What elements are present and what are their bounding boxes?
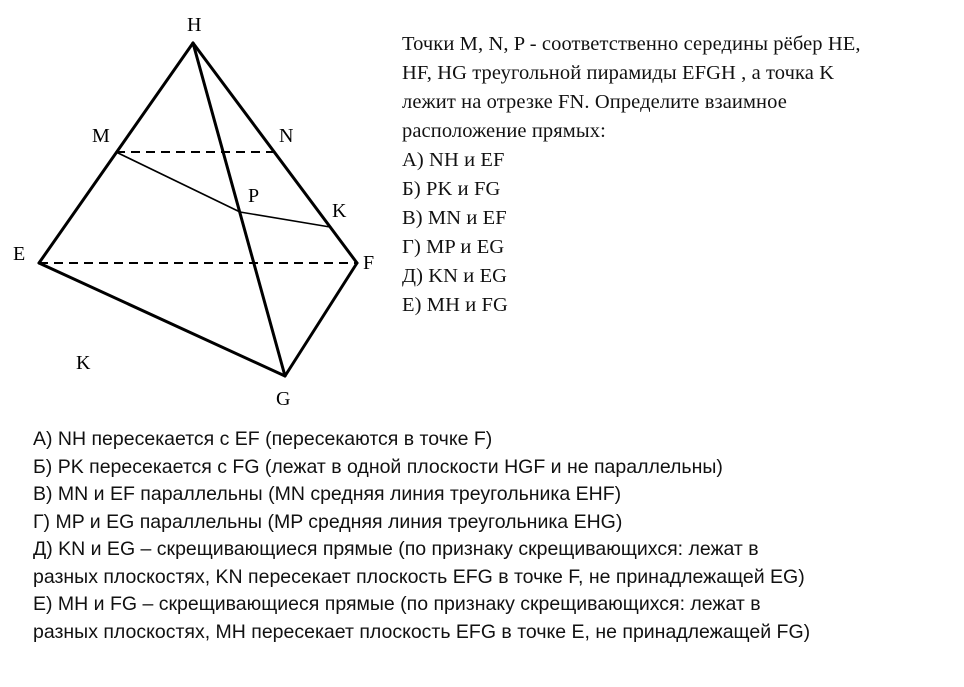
problem-statement: Точки M, N, P - соответственно середины рёбер HE, HF, HG треугольной пирамиды EFGH , а точка K лежит на отрезке FN. Определите взаимное расположение прямых: xyxy=(402,33,861,142)
label-F: F xyxy=(363,252,375,274)
pyramid-diagram xyxy=(0,0,400,420)
answers-list xyxy=(33,426,953,646)
edge-FG xyxy=(285,263,357,376)
segment-MP xyxy=(116,152,240,212)
problem-block xyxy=(402,30,957,320)
problem-options xyxy=(402,146,957,320)
edge-HG xyxy=(193,43,285,376)
answer-item: Г) MP и EG параллельны (MP средняя линия треугольника EHG) xyxy=(33,510,623,533)
option-item: А) NH и EF xyxy=(402,149,505,171)
answers-block xyxy=(33,426,953,646)
label-M: M xyxy=(92,125,110,147)
option-item: В) MN и EF xyxy=(402,207,507,229)
label-E: E xyxy=(13,243,26,265)
label-H: H xyxy=(187,14,202,36)
label-G: G xyxy=(276,388,291,410)
option-item: Г) MP и EG xyxy=(402,236,505,258)
answer-item: А) NH пересекается с EF (пересекаются в точке F) xyxy=(33,428,493,450)
option-item: Д) KN и EG xyxy=(402,265,508,287)
option-item: Е) MH и FG xyxy=(402,294,508,316)
label-N: N xyxy=(279,125,294,147)
answer-item: В) MN и EF параллельны (MN средняя линия треугольника EHF) xyxy=(33,483,622,505)
answer-item: Б) PK пересекается с FG (лежат в одной плоскости HGF и не параллельны) xyxy=(33,455,723,478)
answer-item: Е) MH и FG – скрещивающиеся прямые (по признаку скрещивающихся: лежат в разных плоскостях, MH пересекает плоскость EFG в точке E, не принадлежащей FG) xyxy=(33,593,811,643)
label-K: K xyxy=(332,200,347,222)
label-P: P xyxy=(248,185,260,207)
answer-item: Д) KN и EG – скрещивающиеся прямые (по признаку скрещивающихся: лежат в разных плоскостях, KN пересекает плоскость EFG в точке F, не принадлежащей EG) xyxy=(33,538,805,588)
label-K-extra: K xyxy=(76,352,91,374)
option-item: Б) PK и FG xyxy=(402,178,501,200)
segment-PK xyxy=(240,212,330,227)
